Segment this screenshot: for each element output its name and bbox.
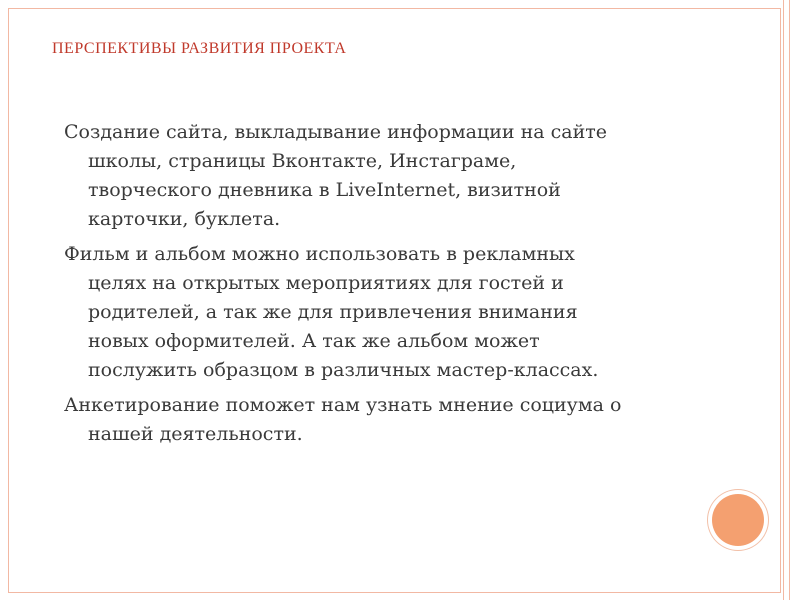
text-line: карточки, буклета.: [88, 208, 281, 230]
text-line: нашей деятельности.: [88, 423, 303, 445]
slide-title: ПЕРСПЕКТИВЫ РАЗВИТИЯ ПРОЕКТА: [52, 40, 347, 57]
paragraph-website: [64, 118, 704, 234]
paragraph-survey: [64, 391, 704, 449]
text-line: Анкетирование поможет нам узнать мнение социума о: [64, 394, 622, 416]
text-line: послужить образцом в различных мастер-классах.: [88, 359, 599, 381]
right-rule: [783, 0, 784, 600]
text-line: родителей, а так же для привлечения внимания: [88, 301, 578, 323]
text-line: целях на открытых мероприятиях для гостей и: [88, 272, 564, 294]
text-line: Фильм и альбом можно использовать в рекламных: [64, 243, 575, 265]
text-line: Создание сайта, выкладывание информации на сайте: [64, 121, 607, 143]
slide-body: [64, 118, 704, 455]
text-line: творческого дневника в LiveInternet, визитной: [88, 179, 561, 201]
decorative-circle: [712, 494, 764, 546]
text-line: новых оформителей. А так же альбом может: [88, 330, 540, 352]
text-line: школы, страницы Вконтакте, Инстаграме,: [88, 150, 517, 172]
paragraph-film-album: [64, 240, 704, 385]
right-rule: [789, 0, 790, 600]
